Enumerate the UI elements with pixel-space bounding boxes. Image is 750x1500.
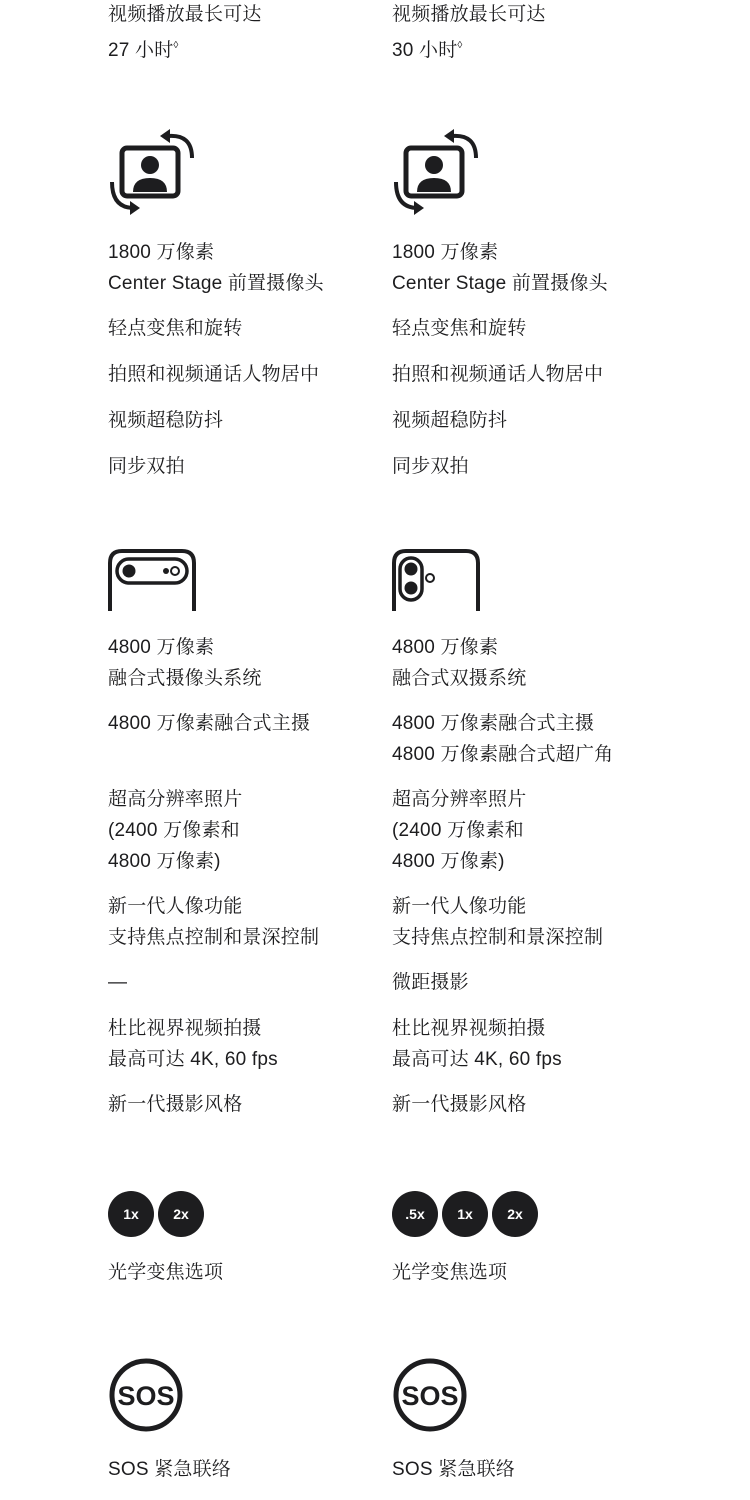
front-camera-spec [108,237,324,299]
front-feature-1: 轻点变焦和旋转 [108,318,243,339]
high-res-photo-spec [392,784,526,877]
front-feature-2: 拍照和视频通话人物居中 [108,364,320,385]
front-camera-title2: Center Stage 前置摄像头 [392,273,608,294]
main-camera-line2: 4800 万像素融合式超广角 [392,744,614,765]
sos-label: SOS 紧急联络 [108,1459,232,1480]
photo-line1: 超高分辨率照片 [108,789,243,810]
rear-camera-title2: 融合式摄像头系统 [108,668,262,689]
sos-label: SOS 紧急联络 [392,1459,516,1480]
front-feature-4: 同步双拍 [108,456,185,477]
sos-circle-icon [108,1357,184,1433]
front-feature-4: 同步双拍 [392,456,469,477]
portrait-line2: 支持焦点控制和景深控制 [108,927,320,948]
zoom-options [108,1191,204,1237]
zoom-option-2x: 2x [158,1191,204,1237]
center-stage-camera-icon [108,128,198,216]
video-line1: 杜比视界视频拍摄 [108,1018,262,1039]
photo-line2: (2400 万像素和 [108,820,240,841]
main-camera-line1: 4800 万像素融合式主摄 [392,713,595,734]
zoom-options [392,1191,538,1237]
video-line2: 最高可达 4K, 60 fps [108,1049,278,1070]
photo-line3: 4800 万像素) [392,851,505,872]
video-line1: 杜比视界视频拍摄 [392,1018,546,1039]
video-spec [108,1013,278,1075]
battery-spec [392,0,546,66]
portrait-line2: 支持焦点控制和景深控制 [392,927,604,948]
main-camera-spec [108,708,310,739]
front-feature-3: 视频超稳防抖 [392,410,508,431]
rear-camera-title1: 4800 万像素 [392,637,499,658]
photo-line3: 4800 万像素) [108,851,221,872]
front-feature-3: 视频超稳防抖 [108,410,224,431]
sos-icon-text: SOS [401,1381,459,1411]
zoom-option-1x: 1x [442,1191,488,1237]
portrait-spec [108,891,319,953]
center-stage-camera-icon [392,128,482,216]
vertical-dual-camera-icon [392,549,482,613]
portrait-line1: 新一代人像功能 [392,896,527,917]
macro-spec: — [108,972,128,993]
photo-styles-spec: 新一代摄影风格 [108,1094,243,1115]
portrait-line1: 新一代人像功能 [108,896,243,917]
zoom-label: 光学变焦选项 [108,1262,224,1283]
battery-line2: 30 小时◊ [392,40,463,61]
front-camera-title2: Center Stage 前置摄像头 [108,273,324,294]
zoom-option-0-5x: .5x [392,1191,438,1237]
photo-line1: 超高分辨率照片 [392,789,527,810]
video-line2: 最高可达 4K, 60 fps [392,1049,562,1070]
rear-camera-spec [108,632,262,694]
rear-camera-title2: 融合式双摄系统 [392,668,527,689]
photo-line2: (2400 万像素和 [392,820,524,841]
zoom-option-2x: 2x [492,1191,538,1237]
rear-camera-spec [392,632,526,694]
main-camera-line1: 4800 万像素融合式主摄 [108,713,311,734]
horizontal-camera-bar-icon [108,549,198,613]
high-res-photo-spec [108,784,242,877]
macro-spec: 微距摄影 [392,972,469,993]
portrait-spec [392,891,603,953]
photo-styles-spec: 新一代摄影风格 [392,1094,527,1115]
front-feature-1: 轻点变焦和旋转 [392,318,527,339]
front-camera-title1: 1800 万像素 [392,242,499,263]
front-camera-spec [392,237,608,299]
battery-line1: 视频播放最长可达 [392,4,546,25]
battery-line2: 27 小时◊ [108,40,179,61]
zoom-label: 光学变焦选项 [392,1262,508,1283]
video-spec [392,1013,562,1075]
front-feature-2: 拍照和视频通话人物居中 [392,364,604,385]
front-camera-title1: 1800 万像素 [108,242,215,263]
battery-line1: 视频播放最长可达 [108,4,262,25]
rear-camera-title1: 4800 万像素 [108,637,215,658]
zoom-option-1x: 1x [108,1191,154,1237]
sos-icon-text: SOS [117,1381,175,1411]
battery-spec [108,0,262,66]
sos-circle-icon [392,1357,468,1433]
main-camera-spec [392,708,613,770]
